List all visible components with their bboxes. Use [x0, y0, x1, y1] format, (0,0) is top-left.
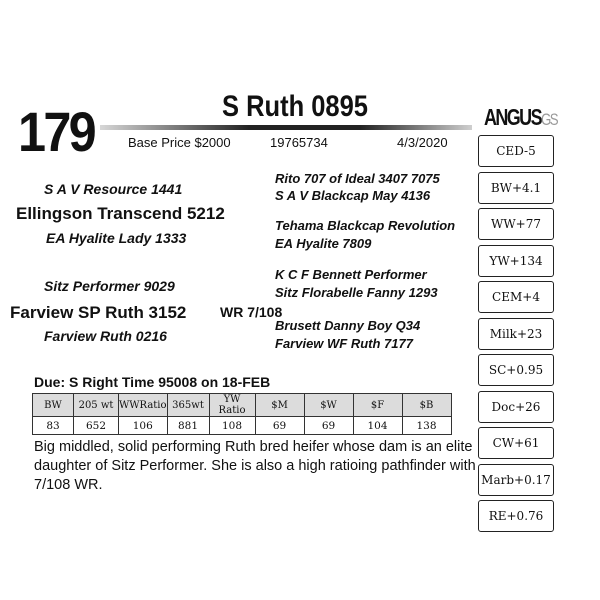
pedigree-sire-sire-dam: S A V Blackcap May 4136	[275, 188, 431, 203]
value-dollar-w: 69	[304, 417, 353, 435]
pedigree-sire-dam-sire: Tehama Blackcap Revolution	[275, 218, 456, 233]
performance-header-row	[33, 394, 452, 417]
lot-description: Big middled, solid performing Ruth bred heifer whose dam is an elite daughter of Sitz Performer. She is also a high ratioing pathfinder with 7/108 WR.	[34, 439, 476, 493]
animal-name: S Ruth 0895	[222, 90, 368, 123]
epd-bw: BW+4.1	[478, 172, 554, 204]
value-ywratio: 108	[209, 417, 255, 435]
pedigree-sire-dam-dam: EA Hyalite 7809	[275, 236, 372, 251]
pedigree-dam-dam-dam: Farview WF Ruth 7177	[275, 336, 413, 351]
pedigree-sire-dam: EA Hyalite Lady 1333	[46, 230, 187, 246]
value-dollar-f: 104	[353, 417, 402, 435]
header-wwratio: WWRatio	[119, 394, 168, 417]
epd-list	[478, 135, 554, 537]
header-ywratio: YW Ratio	[209, 394, 255, 417]
pedigree-dam-sire-dam: Sitz Florabelle Fanny 1293	[275, 285, 438, 300]
angus-logo	[484, 106, 557, 129]
performance-table	[32, 393, 452, 435]
header-dollar-f: $F	[353, 394, 402, 417]
birth-date: 4/3/2020	[397, 135, 448, 150]
header-205wt: 205 wt	[74, 394, 119, 417]
header-dollar-w: $W	[304, 394, 353, 417]
lot-number: 179	[18, 100, 94, 163]
epd-milk: Milk+23	[478, 318, 554, 350]
value-dollar-m: 69	[255, 417, 304, 435]
due-date-line: Due: S Right Time 95008 on 18-FEB	[34, 374, 271, 390]
performance-value-row	[33, 417, 452, 435]
value-205wt: 652	[74, 417, 119, 435]
value-wwratio: 106	[119, 417, 168, 435]
registration-number: 19765734	[270, 135, 328, 150]
epd-yw: YW+134	[478, 245, 554, 277]
epd-cw: CW+61	[478, 427, 554, 459]
header-dollar-m: $M	[255, 394, 304, 417]
pedigree-sire: Ellingson Transcend 5212	[16, 204, 225, 223]
epd-doc: Doc+26	[478, 391, 554, 423]
value-dollar-b: 138	[402, 417, 451, 435]
epd-ced: CED-5	[478, 135, 554, 167]
value-365wt: 881	[167, 417, 209, 435]
pedigree-dam-sire: Sitz Performer 9029	[44, 278, 175, 294]
pedigree-dam: Farview SP Ruth 3152	[10, 303, 187, 322]
epd-marb: Marb+0.17	[478, 464, 554, 496]
pedigree-dam-dam: Farview Ruth 0216	[44, 328, 167, 344]
header-bw: BW	[33, 394, 74, 417]
epd-ww: WW+77	[478, 208, 554, 240]
pedigree-dam-sire-sire: K C F Bennett Performer	[275, 267, 427, 282]
pedigree-sire-sire: S A V Resource 1441	[44, 181, 183, 197]
animal-info-line	[118, 135, 478, 151]
value-bw: 83	[33, 417, 74, 435]
base-price: Base Price $2000	[128, 135, 231, 150]
epd-re: RE+0.76	[478, 500, 554, 532]
pedigree-sire-sire-sire: Rito 707 of Ideal 3407 7075	[275, 171, 440, 186]
header-dollar-b: $B	[402, 394, 451, 417]
angus-logo-text: ANGUS	[484, 104, 541, 130]
epd-sc: SC+0.95	[478, 354, 554, 386]
pedigree-dam-dam-sire: Brusett Danny Boy Q34	[275, 318, 421, 333]
epd-cem: CEM+4	[478, 281, 554, 313]
dam-weaning-ratio: WR 7/108	[220, 304, 283, 320]
header-365wt: 365wt	[167, 394, 209, 417]
header-divider	[100, 125, 472, 130]
angus-logo-suffix: GS	[540, 110, 558, 129]
